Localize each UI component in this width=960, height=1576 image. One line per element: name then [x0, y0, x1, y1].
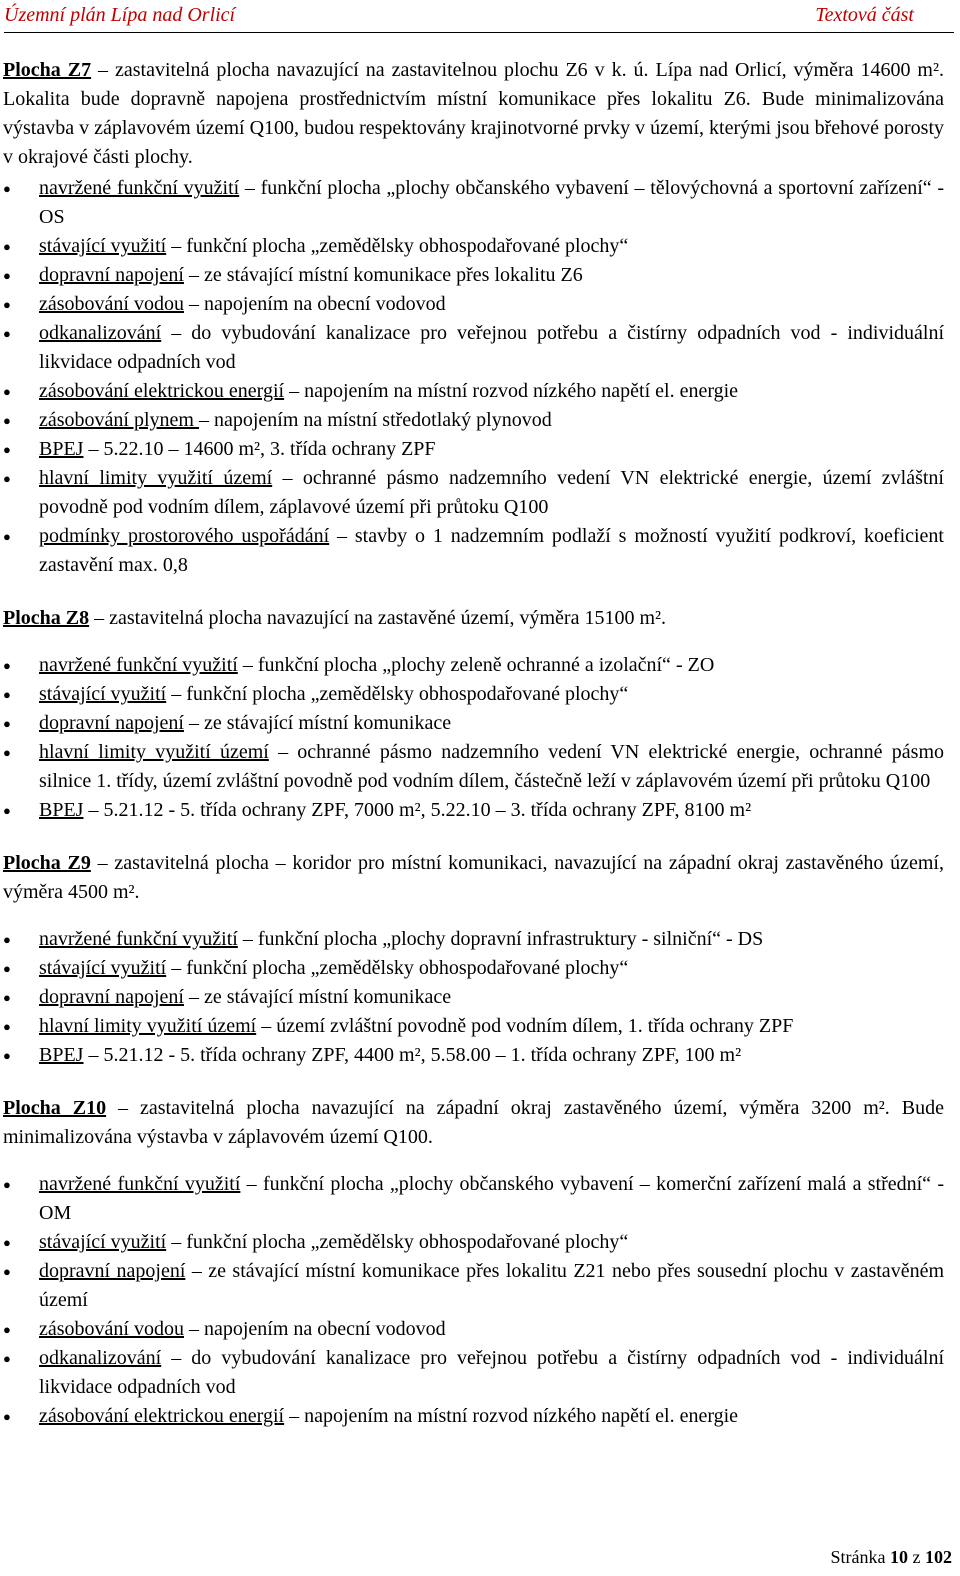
item-key: BPEJ: [39, 1044, 84, 1066]
section-intro-text: – zastavitelná plocha navazující na zastavitelnou plochu Z6 v k. ú. Lípa nad Orlicí, výměra 14600 m². Lokalita bude dopravně napojena prostřednictvím místní komunikace přes lokalitu Z6. Bude minimalizována výstavba v záplavovém území Q100, budou respektovány krajinotvorné prvky v území, kterými jsou břehové porosty v okrajové části plochy.: [3, 59, 944, 168]
page-label: Stránka: [830, 1547, 890, 1567]
item-key: navržené funkční využití: [39, 177, 240, 199]
item-text: – 5.21.12 - 5. třída ochrany ZPF, 7000 m², 5.22.10 – 3. třída ochrany ZPF, 8100 m²: [83, 799, 752, 821]
section-intro-text: – zastavitelná plocha navazující na západní okraj zastavěného území, výměra 3200 m². Bude minimalizována výstavba v záplavovém území Q100.: [3, 1097, 944, 1148]
section-z9: [3, 849, 944, 1070]
item-text: – funkční plocha „plochy občanského vybavení – komerční zařízení malá a střední“ - OM: [39, 1173, 944, 1224]
item-text: – funkční plocha „zemědělsky obhospodařované plochy“: [166, 1231, 629, 1253]
section-z10: [3, 1094, 944, 1431]
item-key: stávající využití: [39, 683, 167, 705]
current-page: 10: [890, 1547, 908, 1567]
item-text: – funkční plocha „plochy občanského vybavení – tělovýchovná a sportovní zařízení“ - OS: [39, 177, 944, 228]
list-item: [3, 1041, 944, 1070]
intro-spacer: [3, 1152, 944, 1168]
item-key: podmínky prostorového uspořádání: [39, 525, 330, 547]
list-item: [3, 709, 944, 738]
item-text: – funkční plocha „zemědělsky obhospodařované plochy“: [166, 235, 629, 257]
section-intro-text: – zastavitelná plocha – koridor pro místní komunikaci, navazující na západní okraj zastavěného území, výměra 4500 m².: [3, 852, 944, 903]
list-item: [3, 464, 944, 522]
item-key: hlavní limity využití území: [39, 1015, 257, 1037]
section-heading: Plocha Z10: [3, 1097, 107, 1119]
item-key: zásobování plynem: [39, 409, 199, 431]
item-key: navržené funkční využití: [39, 928, 238, 950]
page-separator: z: [908, 1547, 925, 1567]
item-text: – 5.21.12 - 5. třída ochrany ZPF, 4400 m², 5.58.00 – 1. třída ochrany ZPF, 100 m²: [83, 1044, 742, 1066]
item-key: BPEJ: [39, 438, 84, 460]
item-text: – napojením na obecní vodovod: [183, 1318, 446, 1340]
intro-spacer: [3, 907, 944, 923]
section-intro: [3, 1094, 944, 1152]
item-key: odkanalizování: [39, 322, 162, 344]
item-text: – ochranné pásmo nadzemního vedení VN elektrické energie, území zvláštní povodně pod vodním dílem, záplavové území při průtoku Q100: [39, 467, 944, 518]
item-key: odkanalizování: [39, 1347, 162, 1369]
item-text: – území zvláštní povodně pod vodním dílem, 1. třída ochrany ZPF: [256, 1015, 794, 1037]
list-item: [3, 1344, 944, 1402]
item-key: BPEJ: [39, 799, 84, 821]
section-intro: [3, 604, 944, 633]
list-item: [3, 651, 944, 680]
item-text: – funkční plocha „plochy zeleně ochranné a izolační“ - ZO: [237, 654, 715, 676]
item-key: stávající využití: [39, 957, 167, 979]
section-heading: Plocha Z7: [3, 59, 92, 81]
list-item: [3, 406, 944, 435]
list-item: [3, 954, 944, 983]
item-text: – funkční plocha „plochy dopravní infrastruktury - silniční“ - DS: [237, 928, 764, 950]
page-number: [831, 1547, 952, 1568]
list-item: [3, 1228, 944, 1257]
item-key: dopravní napojení: [39, 264, 184, 286]
item-key: navržené funkční využití: [39, 1173, 241, 1195]
list-item: [3, 261, 944, 290]
section-intro-text: – zastavitelná plocha navazující na zastavěné území, výměra 15100 m².: [89, 607, 666, 629]
item-text: – napojením na místní rozvod nízkého napětí el. energie: [284, 380, 739, 402]
item-text: – ochranné pásmo nadzemního vedení VN elektrické energie, ochranné pásmo silnice 1. třídy, území zvláštní povodně pod vodním dílem, částečně leží v záplavovém území při průtoku Q100: [39, 741, 945, 792]
intro-spacer: [3, 633, 944, 649]
item-text: – ze stávající místní komunikace: [183, 986, 452, 1008]
item-text: – funkční plocha „zemědělsky obhospodařované plochy“: [166, 957, 629, 979]
item-text: – ze stávající místní komunikace: [183, 712, 452, 734]
item-key: dopravní napojení: [39, 1260, 186, 1282]
item-text: – napojením na místní středotlaký plynovod: [198, 409, 552, 431]
document-body: [3, 56, 944, 1431]
list-item: [3, 1402, 944, 1431]
section-spacer: [3, 825, 944, 849]
section-intro: [3, 56, 944, 172]
list-item: [3, 435, 944, 464]
section-heading: Plocha Z9: [3, 852, 91, 874]
list-item: [3, 1257, 944, 1315]
item-key: dopravní napojení: [39, 986, 184, 1008]
attribute-list: [3, 1170, 944, 1431]
item-key: hlavní limity využití území: [39, 467, 273, 489]
item-key: zásobování vodou: [39, 293, 184, 315]
list-item: [3, 983, 944, 1012]
list-item: [3, 319, 944, 377]
item-text: – do vybudování kanalizace pro veřejnou potřebu a čistírny odpadních vod - individuální likvidace odpadních vod: [39, 322, 944, 373]
section-spacer: [3, 580, 944, 604]
item-text: – napojením na místní rozvod nízkého napětí el. energie: [284, 1405, 739, 1427]
item-text: – funkční plocha „zemědělsky obhospodařované plochy“: [166, 683, 629, 705]
list-item: [3, 738, 944, 796]
header-section-title: Textová část: [815, 4, 914, 26]
item-text: – ze stávající místní komunikace přes lokalitu Z21 nebo přes sousední plochu v zastavěném území: [39, 1260, 944, 1311]
list-item: [3, 232, 944, 261]
total-pages: 102: [925, 1547, 952, 1567]
list-item: [3, 290, 944, 319]
item-key: zásobování elektrickou energií: [39, 380, 285, 402]
page-header: [4, 4, 954, 33]
section-z8: [3, 604, 944, 825]
header-document-title: Územní plán Lípa nad Orlicí: [4, 4, 236, 26]
list-item: [3, 796, 944, 825]
item-text: – do vybudování kanalizace pro veřejnou potřebu a čistírny odpadních vod - individuální likvidace odpadních vod: [39, 1347, 944, 1398]
list-item: [3, 522, 944, 580]
list-item: [3, 925, 944, 954]
item-key: stávající využití: [39, 235, 167, 257]
item-key: navržené funkční využití: [39, 654, 238, 676]
section-heading: Plocha Z8: [3, 607, 90, 629]
attribute-list: [3, 174, 944, 580]
item-text: – ze stávající místní komunikace přes lokalitu Z6: [183, 264, 583, 286]
attribute-list: [3, 925, 944, 1070]
list-item: [3, 1315, 944, 1344]
list-item: [3, 1170, 944, 1228]
section-intro: [3, 849, 944, 907]
attribute-list: [3, 651, 944, 825]
item-key: dopravní napojení: [39, 712, 184, 734]
section-spacer: [3, 1070, 944, 1094]
item-text: – napojením na obecní vodovod: [183, 293, 446, 315]
item-key: hlavní limity využití území: [39, 741, 269, 763]
list-item: [3, 174, 944, 232]
item-key: zásobování vodou: [39, 1318, 184, 1340]
list-item: [3, 1012, 944, 1041]
item-key: zásobování elektrickou energií: [39, 1405, 285, 1427]
list-item: [3, 680, 944, 709]
item-key: stávající využití: [39, 1231, 167, 1253]
item-text: – 5.22.10 – 14600 m², 3. třída ochrany ZPF: [83, 438, 436, 460]
list-item: [3, 377, 944, 406]
section-z7: [3, 56, 944, 580]
item-text: – stavby o 1 nadzemním podlaží s možností využití podkroví, koeficient zastavění max. 0,8: [39, 525, 944, 576]
